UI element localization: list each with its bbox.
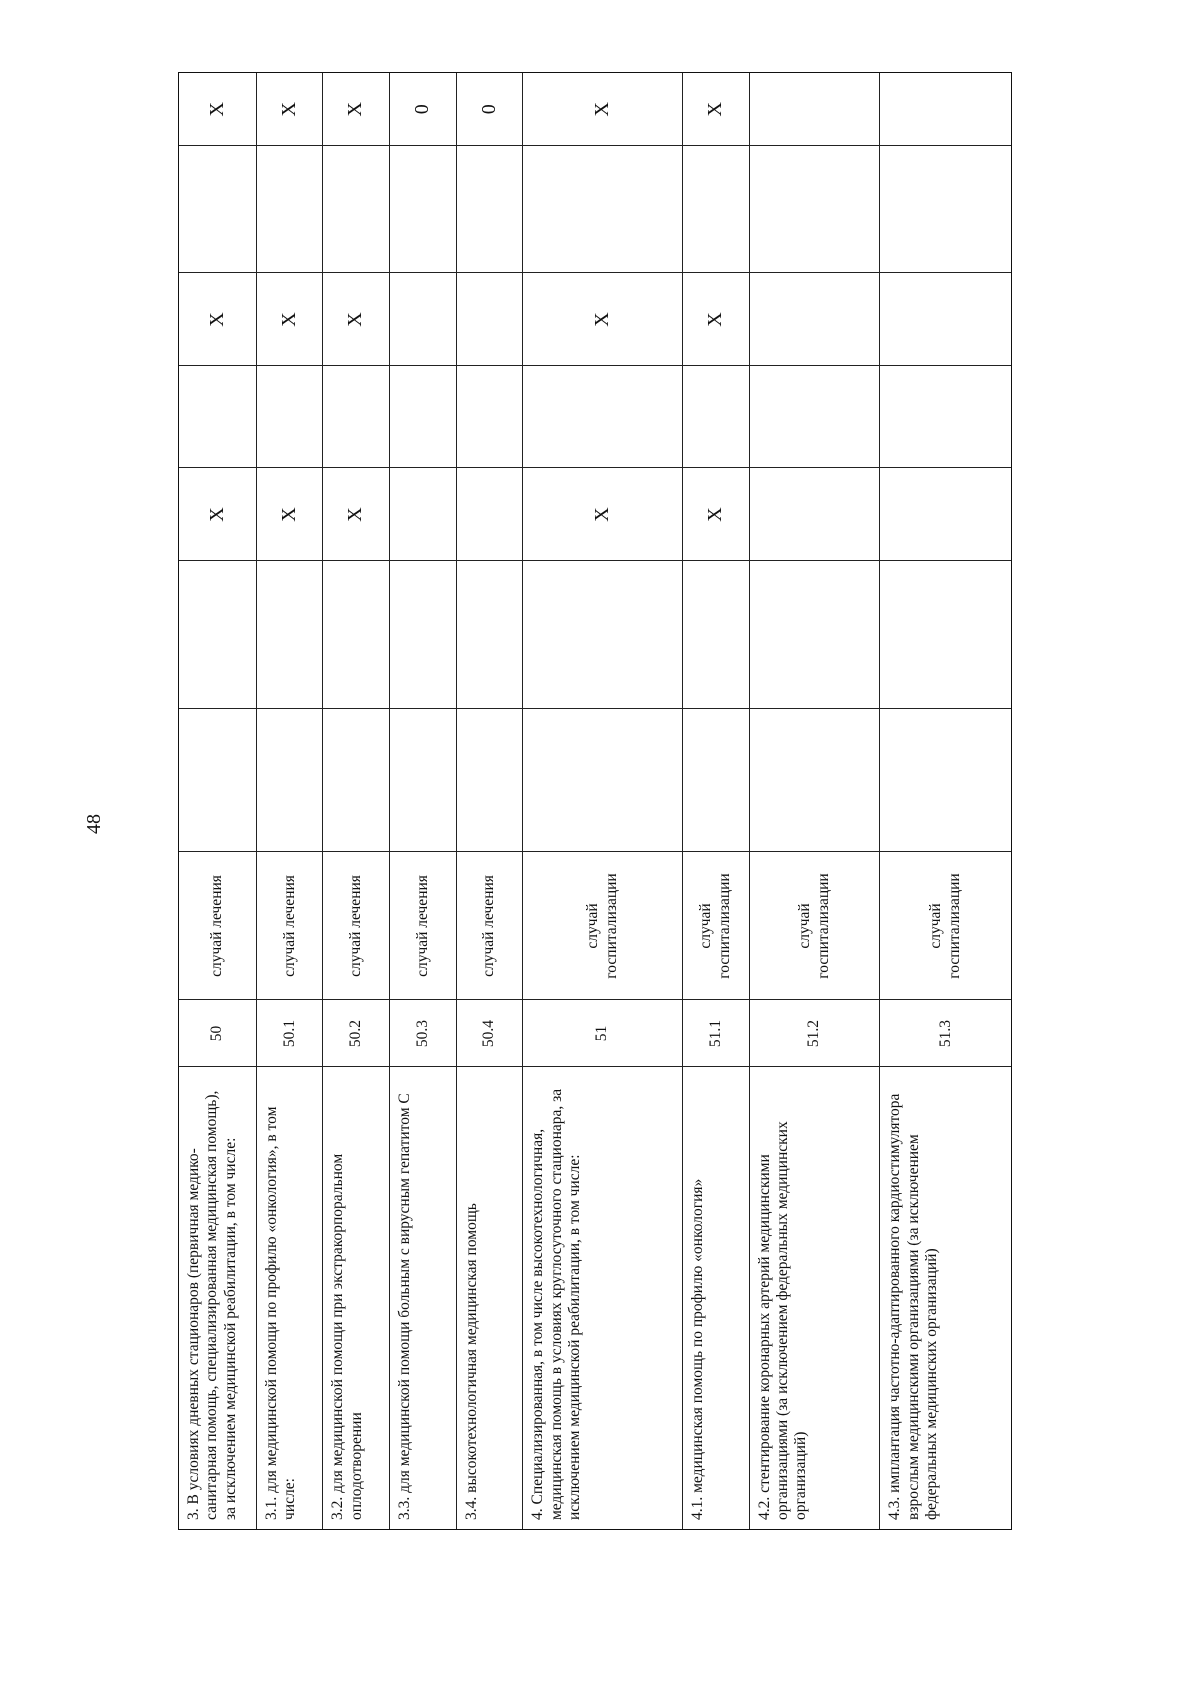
table-row — [323, 73, 390, 1529]
value-cell — [256, 561, 323, 709]
value-cell — [682, 366, 749, 468]
row-name-cell: 3.2. для медицинской помощи при экстракорпоральном оплодотворении — [323, 1067, 390, 1529]
value-cell — [456, 366, 523, 468]
value-cell — [256, 146, 323, 273]
rotated-table-frame — [178, 72, 1012, 1530]
value-cell: X — [256, 273, 323, 366]
table-row — [256, 73, 323, 1529]
value-cell: X — [682, 73, 749, 146]
row-unit-cell: случай лечения — [456, 852, 523, 1000]
value-cell — [523, 561, 683, 709]
row-name-cell: 4.1. медицинская помощь по профилю «онкология» — [682, 1067, 749, 1529]
value-cell — [456, 561, 523, 709]
value-cell — [456, 709, 523, 852]
value-cell — [179, 366, 256, 468]
row-name-cell: 3. В условиях дневных стационаров (первичная медико-санитарная помощь, специализированная медицинская помощь), за исключением медицинской реабилитации, в том числе: — [179, 1067, 256, 1529]
value-cell: 0 — [456, 73, 523, 146]
value-cell — [749, 468, 880, 561]
value-cell — [523, 146, 683, 273]
value-cell — [880, 366, 1011, 468]
row-name-cell: 4.3. имплантация частотно-адаптированного кардиостимулятора взрослым медицинскими организациями (за исключением федеральных медицинских организаций) — [880, 1067, 1011, 1529]
value-cell: X — [323, 273, 390, 366]
table-row — [456, 73, 523, 1529]
value-cell — [880, 709, 1011, 852]
row-unit-cell: случай лечения — [323, 852, 390, 1000]
value-cell — [880, 468, 1011, 561]
value-cell: X — [179, 73, 256, 146]
value-cell — [749, 146, 880, 273]
value-cell — [682, 146, 749, 273]
row-unit-cell: случай лечения — [390, 852, 457, 1000]
value-cell — [880, 146, 1011, 273]
value-cell — [179, 561, 256, 709]
table-row — [523, 73, 683, 1529]
value-cell — [456, 468, 523, 561]
value-cell — [323, 366, 390, 468]
table-row — [682, 73, 749, 1529]
value-cell: X — [523, 273, 683, 366]
row-unit-cell: случай лечения — [179, 852, 256, 1000]
value-cell — [390, 366, 457, 468]
row-name-cell: 3.1. для медицинской помощи по профилю «онкология», в том числе: — [256, 1067, 323, 1529]
value-cell — [179, 709, 256, 852]
value-cell — [456, 146, 523, 273]
table-row — [749, 73, 880, 1529]
value-cell — [880, 73, 1011, 146]
row-code-cell: 51 — [523, 1000, 683, 1067]
value-cell — [749, 273, 880, 366]
value-cell — [682, 561, 749, 709]
value-cell: X — [256, 468, 323, 561]
value-cell — [256, 709, 323, 852]
value-cell — [749, 709, 880, 852]
row-unit-cell: случай госпитализации — [880, 852, 1011, 1000]
value-cell — [390, 468, 457, 561]
value-cell — [390, 146, 457, 273]
value-cell: X — [523, 73, 683, 146]
value-cell — [323, 709, 390, 852]
row-code-cell: 51.1 — [682, 1000, 749, 1067]
value-cell — [323, 561, 390, 709]
value-cell: 0 — [390, 73, 457, 146]
value-cell: X — [323, 73, 390, 146]
table-row — [880, 73, 1011, 1529]
value-cell — [323, 146, 390, 273]
value-cell — [390, 561, 457, 709]
value-cell: X — [179, 273, 256, 366]
table-row — [179, 73, 256, 1529]
value-cell — [523, 709, 683, 852]
value-cell — [880, 273, 1011, 366]
row-unit-cell: случай госпитализации — [682, 852, 749, 1000]
row-name-cell: 3.3. для медицинской помощи больным с вирусным гепатитом С — [390, 1067, 457, 1529]
row-code-cell: 51.3 — [880, 1000, 1011, 1067]
value-cell — [456, 273, 523, 366]
value-cell: X — [682, 273, 749, 366]
table-row — [390, 73, 457, 1529]
row-code-cell: 50 — [179, 1000, 256, 1067]
row-unit-cell: случай госпитализации — [749, 852, 880, 1000]
value-cell — [523, 366, 683, 468]
value-cell — [390, 709, 457, 852]
value-cell — [749, 73, 880, 146]
value-cell: X — [256, 73, 323, 146]
value-cell — [880, 561, 1011, 709]
value-cell — [390, 273, 457, 366]
row-code-cell: 50.1 — [256, 1000, 323, 1067]
row-code-cell: 50.4 — [456, 1000, 523, 1067]
data-table — [179, 73, 1011, 1529]
value-cell: X — [179, 468, 256, 561]
value-cell — [682, 709, 749, 852]
value-cell — [749, 561, 880, 709]
row-name-cell: 3.4. высокотехнологичная медицинская помощь — [456, 1067, 523, 1529]
value-cell — [179, 146, 256, 273]
value-cell — [749, 366, 880, 468]
row-unit-cell: случай лечения — [256, 852, 323, 1000]
row-code-cell: 51.2 — [749, 1000, 880, 1067]
value-cell: X — [523, 468, 683, 561]
row-code-cell: 50.2 — [323, 1000, 390, 1067]
value-cell — [256, 366, 323, 468]
row-code-cell: 50.3 — [390, 1000, 457, 1067]
row-name-cell: 4. Специализированная, в том числе высокотехнологичная, медицинская помощь в условиях круглосуточного стационара, за исключением медицинской реабилитации, в том числе: — [523, 1067, 683, 1529]
row-unit-cell: случай госпитализации — [523, 852, 683, 1000]
row-name-cell: 4.2. стентирование коронарных артерий медицинскими организациями (за исключением федеральных медицинских организаций) — [749, 1067, 880, 1529]
value-cell: X — [323, 468, 390, 561]
value-cell: X — [682, 468, 749, 561]
page-number: 48 — [82, 814, 105, 834]
